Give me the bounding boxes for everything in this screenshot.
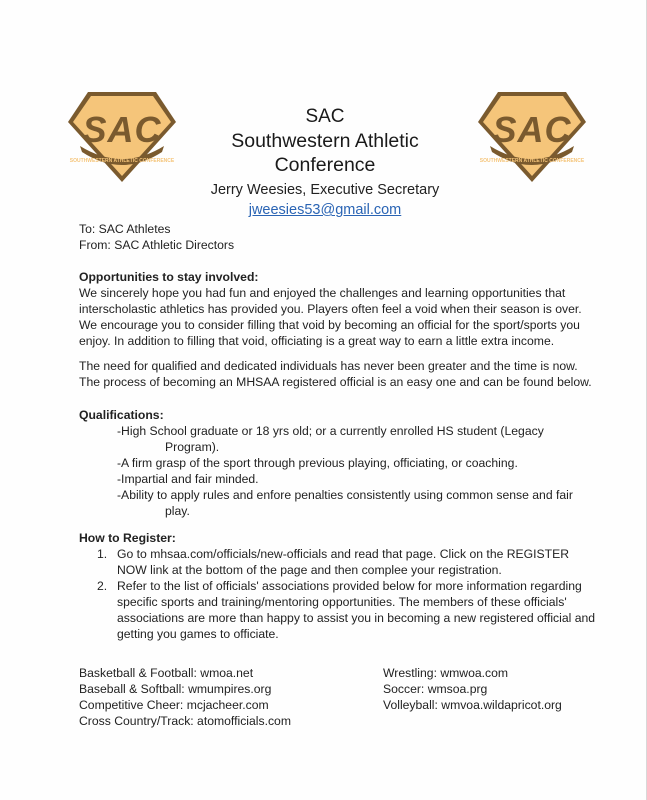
association-item: Competitive Cheer: mcjacheer.com (79, 698, 269, 712)
register-step: 1. Go to mhsaa.com/officials/new-officials and read that page. Click on the REGISTER NOW link at the bottom of the page and then complee your registration. (97, 547, 570, 577)
paragraph-line: The process of becoming an MHSAA registered official is an easy one and can be found below. (79, 375, 592, 389)
memo-to: To: SAC Athletes (79, 222, 171, 236)
executive-secretary: Jerry Weesies, Executive Secretary (210, 182, 440, 198)
sac-logo-left (66, 88, 178, 184)
sac-logo-right (476, 88, 588, 184)
letterhead (190, 105, 460, 220)
sac-shield-icon (476, 88, 588, 184)
org-abbreviation: SAC (305, 106, 345, 127)
step-number: 2. (97, 579, 108, 593)
associations-list-right (383, 665, 562, 713)
qualification-item: -Impartial and fair minded. (117, 472, 259, 486)
svg-text:SAC: SAC (492, 109, 572, 150)
qualification-item: -A firm grasp of the sport through previous playing, officiating, or coaching. (117, 456, 518, 470)
svg-text:SOUTHWESTERN ATHLETIC CONFEREN: SOUTHWESTERN ATHLETIC CONFERENCE (69, 158, 175, 164)
sac-shield-icon (66, 88, 178, 184)
memo-from: From: SAC Athletic Directors (79, 238, 235, 252)
paragraph-line: We encourage you to consider filling that void by becoming an official for the sport/sports you (79, 318, 580, 332)
step-number: 1. (97, 547, 108, 561)
paragraph-line: We sincerely hope you had fun and enjoyed the challenges and learning opportunities that (79, 286, 566, 300)
association-item: Cross Country/Track: atomofficials.com (79, 714, 291, 728)
register-step: 2. Refer to the list of officials' associations provided below for more information regarding specific sports and training/mentoring opportunities. The members of these officials' associations are more than happy to assist you in becoming a new registered official and getting you games to officiate. (97, 579, 596, 641)
need-paragraph (79, 358, 619, 390)
paragraph-line: interscholastic athletics has provided you. Players often feel a void when their season is over. (79, 302, 582, 316)
email-link[interactable]: jweesies53@gmail.com (248, 202, 402, 218)
org-name: Southwestern Athletic Conference (231, 130, 419, 176)
qualification-item: -High School graduate or 18 yrs old; or a currently enrolled HS student (Legacy Program). (117, 424, 544, 454)
svg-text:SAC: SAC (82, 109, 162, 150)
register-section (79, 530, 619, 642)
association-item: Wrestling: wmwoa.com (383, 666, 509, 680)
opportunities-section (79, 269, 619, 349)
opportunities-heading: Opportunities to stay involved: (79, 270, 259, 284)
paragraph-line: The need for qualified and dedicated individuals has never been greater and the time is now. (79, 359, 578, 373)
association-item: Soccer: wmsoa.prg (383, 682, 488, 696)
svg-text:SOUTHWESTERN ATHLETIC CONFEREN: SOUTHWESTERN ATHLETIC CONFERENCE (479, 158, 585, 164)
register-heading: How to Register: (79, 531, 176, 545)
association-item: Basketball & Football: wmoa.net (79, 666, 254, 680)
qualifications-section (79, 407, 619, 519)
qualifications-heading: Qualifications: (79, 408, 164, 422)
association-item: Volleyball: wmvoa.wildapricot.org (383, 698, 562, 712)
paragraph-line: enjoy. In addition to filling that void, officiating is a great way to earn a little extra income. (79, 334, 555, 348)
association-item: Baseball & Softball: wmumpires.org (79, 682, 272, 696)
memo-block (79, 221, 619, 253)
associations-list-left (79, 665, 291, 729)
qualification-item: -Ability to apply rules and enfore penalties consistently using common sense and fair play. (117, 488, 573, 518)
